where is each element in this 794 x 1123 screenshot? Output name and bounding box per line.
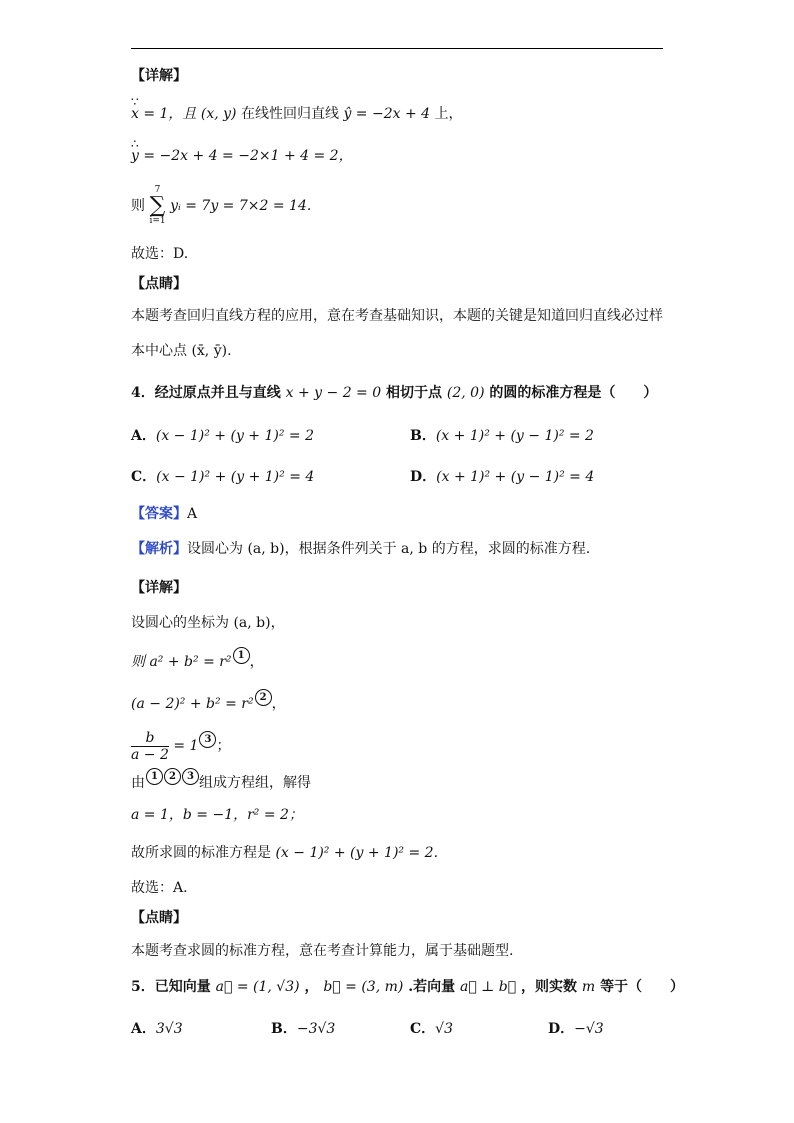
q4-detail-2-eq: 则 a² + b² = r² <box>131 654 232 670</box>
q5-option-d-text: −√3 <box>574 1021 604 1037</box>
q3-choice: 故选：D. <box>131 246 189 262</box>
q5-title-h: m <box>581 979 596 995</box>
q4-analysis-text: 设圆心为 (a, b)，根据条件列关于 a, b 的方程，求圆的标准方程. <box>187 541 591 557</box>
q4-option-d <box>410 467 594 487</box>
q4-detail-2 <box>131 652 264 672</box>
fraction <box>131 730 169 763</box>
q5-title-b: a⃗ = (1, √3) <box>215 979 300 995</box>
circled-number-1: 1 <box>146 768 163 785</box>
circled-number-3: 3 <box>199 731 216 748</box>
q4-comment: 本题考查求圆的标准方程，意在考查计算能力，属于基础题型. <box>131 943 514 959</box>
q4-title-b: x + y − 2 = 0 <box>285 385 382 401</box>
q4-detail-5-post: 组成方程组，解得 <box>199 775 311 791</box>
q4-detail-3-post: ， <box>271 696 286 712</box>
q5-title <box>131 977 684 997</box>
q5-title-f: a⃗ ⊥ b⃗ <box>459 979 517 995</box>
q4-option-b-label: B． <box>410 428 436 444</box>
q5-title-e: .若向量 <box>408 979 456 995</box>
q4-detail-4-post: ； <box>216 738 231 754</box>
q3-line1-c: 在线性回归直线 <box>240 106 339 122</box>
q3-line1-e: 上， <box>434 106 463 122</box>
q5-option-c-text: √3 <box>435 1021 453 1037</box>
comment-1-line1: 本题考查回归直线方程的应用，意在考查基础知识，本题的关键是知道回归直线必过样 <box>131 308 663 324</box>
summation-symbol: 7 ∑ i=1 <box>149 185 166 226</box>
fraction-denominator: a − 2 <box>131 746 169 763</box>
because-symbol: ∵ <box>131 95 139 109</box>
q4-detail-6: a = 1，b = −1，r² = 2； <box>131 807 303 823</box>
q5-option-a <box>131 1019 183 1039</box>
q5-option-c <box>410 1019 453 1039</box>
q4-detail-7-eq: (x − 1)² + (y + 1)² = 2. <box>275 845 439 861</box>
q4-option-b-text: (x + 1)² + (y − 1)² = 2 <box>435 428 594 444</box>
q4-option-c-text: (x − 1)² + (y + 1)² = 4 <box>156 469 315 485</box>
q5-title-c: ， <box>304 979 319 995</box>
q4-detail-3 <box>131 694 286 714</box>
q3-line1 <box>131 104 463 124</box>
q4-title <box>131 383 657 403</box>
q4-answer-label: 【答案】 <box>131 506 187 522</box>
section-comment-heading: 【点睛】 <box>131 276 187 292</box>
q4-analysis-label: 【解析】 <box>131 541 187 557</box>
q4-detail-8: 故选：A. <box>131 880 188 896</box>
q4-detail-7-pre: 故所求圆的标准方程是 <box>131 845 271 861</box>
q4-detail-1: 设圆心的坐标为 (a, b)， <box>131 615 285 631</box>
q4-detail-7 <box>131 843 438 863</box>
q4-detail-4 <box>131 728 230 764</box>
q4-title-c: 相切于点 <box>386 385 443 401</box>
circled-number-2: 2 <box>255 689 272 706</box>
fraction-numerator: b <box>131 730 169 747</box>
q4-option-a-label: A． <box>131 428 156 444</box>
q4-comment-heading: 【点睛】 <box>131 910 187 926</box>
q5-option-b <box>271 1019 335 1039</box>
q4-option-c <box>131 467 314 487</box>
q4-option-b <box>410 426 594 446</box>
q5-option-c-label: C． <box>410 1021 436 1037</box>
q4-option-c-label: C． <box>131 469 157 485</box>
q4-analysis <box>131 539 590 559</box>
q4-option-a <box>131 426 314 446</box>
section-detail-heading: 【详解】 <box>131 68 187 84</box>
q5-option-d <box>548 1019 604 1039</box>
q3-line2: y = −2x + 4 = −2×1 + 4 = 2， <box>131 148 353 164</box>
q4-answer <box>131 504 197 524</box>
q5-option-a-label: A． <box>131 1021 156 1037</box>
q4-option-d-label: D． <box>410 469 437 485</box>
q4-answer-value: A <box>187 506 198 522</box>
q4-option-a-text: (x − 1)² + (y + 1)² = 2 <box>155 428 314 444</box>
q3-line1-a: x = 1，且 <box>131 106 197 122</box>
q5-title-a: 5．已知向量 <box>131 979 211 995</box>
q3-line1-d: ŷ = −2x + 4 <box>343 106 431 122</box>
q4-detail-5 <box>131 773 311 793</box>
q4-title-d: (2, 0) <box>446 385 485 401</box>
q5-option-a-text: 3√3 <box>155 1021 183 1037</box>
q4-title-e: 的圆的标准方程是（ ） <box>489 385 658 401</box>
q3-line1-b: (x, y) <box>200 106 237 122</box>
sum-upper-limit: 7 <box>154 185 161 195</box>
therefore-symbol: ∴ <box>131 137 139 151</box>
q5-title-g: ，则实数 <box>521 979 578 995</box>
q4-option-d-text: (x + 1)² + (y − 1)² = 4 <box>436 469 595 485</box>
q4-title-a: 4．经过原点并且与直线 <box>131 385 281 401</box>
circled-number-1: 1 <box>233 647 250 664</box>
q4-detail-2-post: ， <box>249 654 264 670</box>
q4-detail-heading: 【详解】 <box>131 580 187 596</box>
q5-title-d: b⃗ = (3, m) <box>323 979 404 995</box>
q3-line3-post: yᵢ = 7y = 7×2 = 14. <box>170 198 312 214</box>
sum-lower-limit: i=1 <box>149 216 166 226</box>
q3-line3 <box>131 186 311 226</box>
q4-detail-3-eq: (a − 2)² + b² = r² <box>131 696 254 712</box>
q5-title-i: 等于（ ） <box>600 979 685 995</box>
circled-number-3: 3 <box>182 768 199 785</box>
q5-option-b-text: −3√3 <box>296 1021 336 1037</box>
q5-option-b-label: B． <box>271 1021 297 1037</box>
q4-detail-4-eq: = 1 <box>173 738 199 754</box>
q4-detail-5-pre: 由 <box>131 775 145 791</box>
q3-line3-pre: 则 <box>131 198 145 214</box>
header-rule <box>131 48 663 49</box>
circled-number-2: 2 <box>164 768 181 785</box>
comment-1-line2: 本中心点 (x̄, ȳ). <box>131 343 232 359</box>
q5-option-d-label: D． <box>548 1021 575 1037</box>
